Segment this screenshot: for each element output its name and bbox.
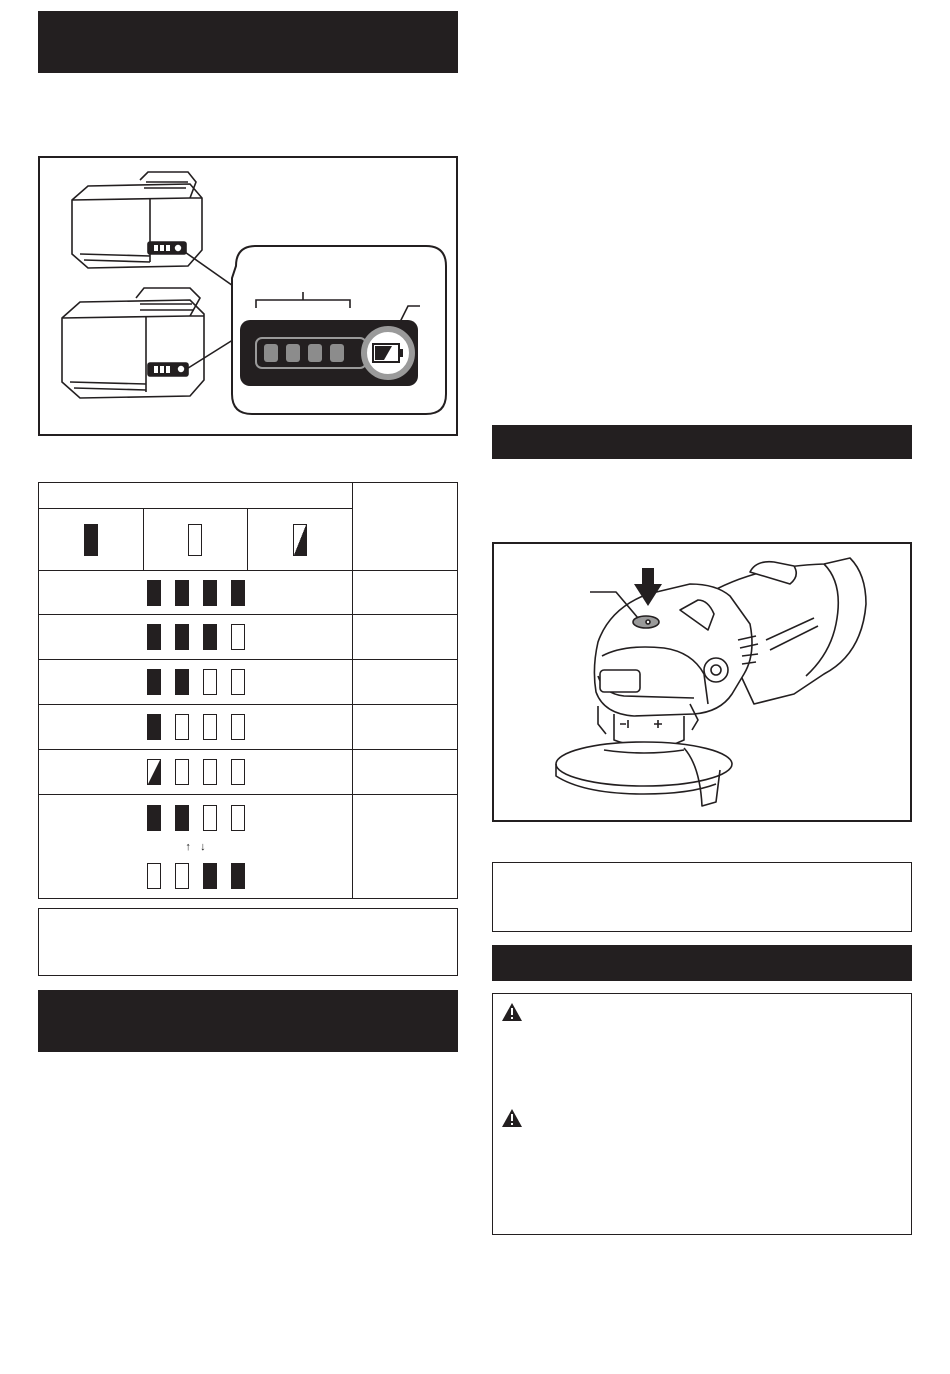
shaft-lock-figure: [492, 542, 912, 822]
lamp-on-icon: [175, 805, 189, 831]
note-box: [492, 862, 912, 932]
capacity-cell: [353, 795, 458, 899]
legend-blinking: [248, 509, 353, 571]
lamp-off-icon: [188, 524, 202, 556]
lamp-on-icon: [147, 714, 161, 740]
warning-triangle-icon: [501, 1002, 523, 1022]
lamp-on-icon: [231, 580, 245, 606]
table-row: [39, 660, 458, 705]
indicator-lamps-table: [38, 482, 458, 899]
lamp-on-icon: [147, 580, 161, 606]
lamp-on-icon: [147, 624, 161, 650]
table-row: [39, 705, 458, 750]
lamp-on-icon: [175, 624, 189, 650]
note-box: [38, 908, 458, 976]
capacity-cell: [353, 705, 458, 750]
lamp-blinking-icon: [293, 524, 307, 556]
capacity-cell: [353, 660, 458, 705]
lamp-off-icon: [203, 669, 217, 695]
capacity-cell: [353, 571, 458, 615]
lamp-off-icon: [203, 759, 217, 785]
table-row: [39, 750, 458, 795]
table-row: [39, 795, 458, 899]
lamp-off-icon: [231, 669, 245, 695]
lamp-off-icon: [231, 805, 245, 831]
capacity-cell: [353, 750, 458, 795]
section-header-battery-capacity: [38, 11, 458, 73]
lamp-off-icon: [231, 714, 245, 740]
lamp-on-icon: [231, 863, 245, 889]
warning-triangle-icon: [501, 1108, 523, 1128]
warning-box: [492, 993, 912, 1235]
lamp-off-icon: [175, 714, 189, 740]
battery-indicator-figure: [38, 156, 458, 436]
table-row: [39, 571, 458, 615]
arrow-up-icon: ↑: [185, 840, 191, 853]
alternating-arrows: [39, 841, 352, 853]
lamp-off-icon: [231, 624, 245, 650]
battery-indicator-lamps-illustration: [40, 158, 456, 434]
lamp-on-icon: [147, 669, 161, 695]
table-row: [39, 615, 458, 660]
lamp-off-icon: [175, 863, 189, 889]
lamp-on-icon: [203, 863, 217, 889]
lamp-off-icon: [175, 759, 189, 785]
capacity-cell: [353, 615, 458, 660]
lamp-on-icon: [175, 580, 189, 606]
section-header-tool-battery-protection: [38, 990, 458, 1052]
lamp-on-icon: [147, 805, 161, 831]
lamp-on-icon: [203, 624, 217, 650]
table-header-indicator-lamps: [39, 483, 353, 509]
section-header-shaft-lock: [492, 425, 912, 459]
angle-grinder-shaft-lock-illustration: [494, 544, 910, 820]
lamp-on-icon: [175, 669, 189, 695]
lamp-off-icon: [147, 863, 161, 889]
table-header-remaining-capacity: [353, 483, 458, 571]
lamp-on-icon: [203, 580, 217, 606]
lamp-on-icon: [84, 524, 98, 556]
arrow-down-icon: ↓: [200, 840, 206, 853]
legend-off: [143, 509, 248, 571]
lamp-off-icon: [203, 805, 217, 831]
section-header-switch-action: [492, 945, 912, 981]
lamp-blinking-icon: [147, 759, 161, 785]
lamp-off-icon: [203, 714, 217, 740]
lamp-off-icon: [231, 759, 245, 785]
legend-on: [39, 509, 144, 571]
